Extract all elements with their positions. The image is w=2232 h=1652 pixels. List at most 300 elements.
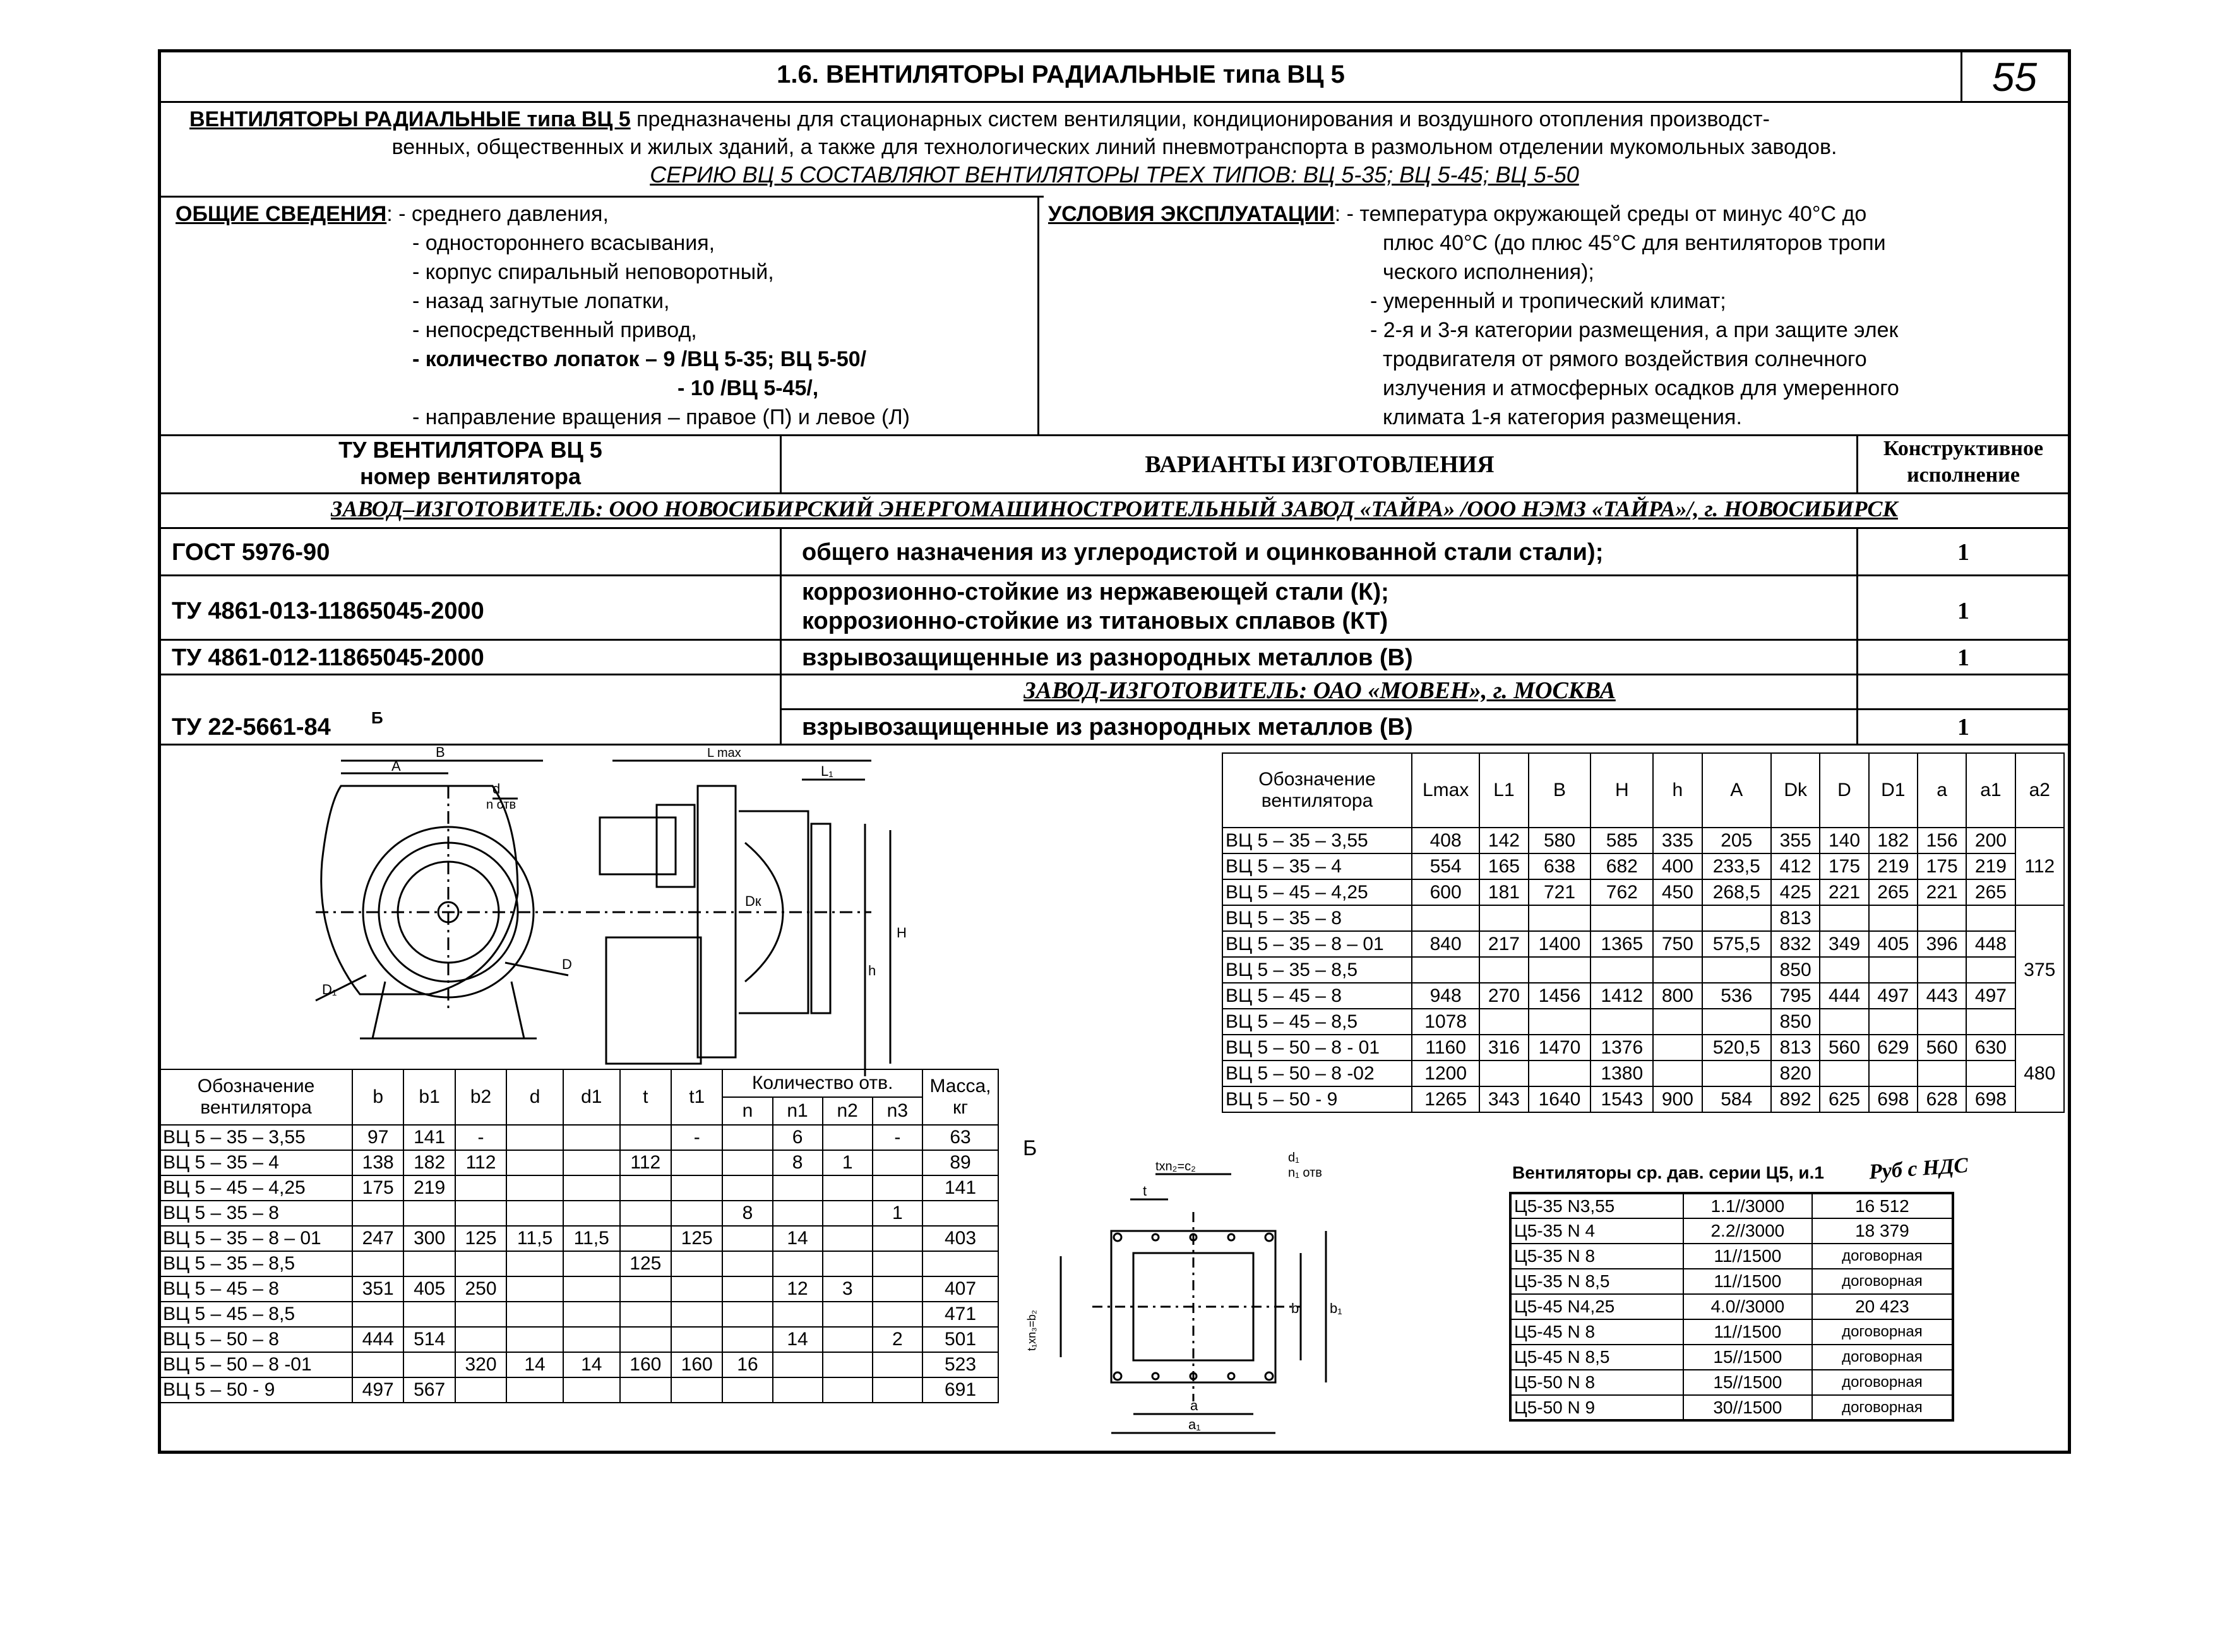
dims-cell: 629 xyxy=(1869,1035,1918,1061)
flange-cell xyxy=(873,1377,922,1403)
flange-cell-name: ВЦ 5 – 50 – 8 xyxy=(160,1327,352,1352)
dims-cell: 948 xyxy=(1412,983,1479,1009)
conditions-line-6: излучения и атмосферных осадков для умеренного xyxy=(1383,376,1899,400)
variant-row-0-exec: 1 xyxy=(1957,539,1969,566)
price-row xyxy=(1510,1244,1953,1269)
dim-label-d: d xyxy=(492,781,501,797)
flange-cell-name: ВЦ 5 – 45 – 4,25 xyxy=(160,1175,352,1201)
dims-cell: 638 xyxy=(1529,853,1591,879)
flange-cell xyxy=(352,1201,403,1226)
flange-cell xyxy=(823,1251,873,1276)
variant-moven-exec: 1 xyxy=(1957,714,1969,740)
flange-cell xyxy=(563,1175,620,1201)
flange-cell: 160 xyxy=(671,1352,722,1377)
flange-body xyxy=(160,1125,998,1403)
dims-cell: 497 xyxy=(1966,983,2015,1009)
price-model: Ц5-50 N 9 xyxy=(1510,1395,1683,1420)
flange-cell: 403 xyxy=(922,1226,998,1251)
general-heading: ОБЩИЕ СВЕДЕНИЯ xyxy=(176,202,387,226)
dims-cell: 408 xyxy=(1412,828,1479,853)
flange-holes-sub-2: n2 xyxy=(823,1097,873,1125)
flange-cell: 125 xyxy=(671,1226,722,1251)
dims-cell: 316 xyxy=(1479,1035,1528,1061)
flange-cell-name: ВЦ 5 – 35 – 8,5 xyxy=(160,1251,352,1276)
dims-row xyxy=(1222,879,2064,905)
flange-cell xyxy=(823,1201,873,1226)
flange-cell xyxy=(823,1125,873,1150)
flange-cell: 138 xyxy=(352,1150,403,1175)
price-value: 20 423 xyxy=(1812,1294,1953,1319)
flange-row xyxy=(160,1226,998,1251)
dims-cell-a2: 375 xyxy=(2015,905,2064,1035)
flange-cell xyxy=(455,1251,506,1276)
view-b-title: Б xyxy=(1023,1136,1037,1160)
dim-label-B: В xyxy=(436,744,445,760)
dims-row xyxy=(1222,1035,2064,1061)
dims-cell xyxy=(1653,957,1702,983)
view-b-a1: а₁ xyxy=(1188,1417,1201,1432)
flange-cell-name: ВЦ 5 – 35 – 3,55 xyxy=(160,1125,352,1150)
flange-holes-sub-0: n xyxy=(722,1097,772,1125)
flange-cell xyxy=(823,1302,873,1327)
price-model: Ц5-45 N 8 xyxy=(1510,1319,1683,1345)
dims-cell: 1412 xyxy=(1590,983,1653,1009)
price-row xyxy=(1510,1294,1953,1319)
flange-cell: 125 xyxy=(455,1226,506,1251)
dims-cell: 584 xyxy=(1702,1086,1772,1112)
dims-cell-name: ВЦ 5 – 45 – 8,5 xyxy=(1222,1009,1412,1035)
flange-cell-name: ВЦ 5 – 45 – 8 xyxy=(160,1276,352,1302)
dims-cell xyxy=(1966,957,2015,983)
flange-cell xyxy=(563,1276,620,1302)
flange-cell xyxy=(823,1352,873,1377)
flange-cell xyxy=(455,1175,506,1201)
dims-cell: 165 xyxy=(1479,853,1528,879)
flange-cell-name: ВЦ 5 – 35 – 4 xyxy=(160,1150,352,1175)
flange-cell: 8 xyxy=(773,1150,823,1175)
dims-cell xyxy=(1702,1061,1772,1086)
flange-cell xyxy=(671,1201,722,1226)
view-b-d1: d₁ xyxy=(1288,1151,1299,1165)
flange-cell xyxy=(922,1251,998,1276)
dim-label-H: Н xyxy=(897,925,907,941)
flange-header-3: d xyxy=(506,1069,563,1125)
price-model: Ц5-35 N 8,5 xyxy=(1510,1269,1683,1294)
dims-cell xyxy=(1966,1061,2015,1086)
dims-cell xyxy=(1529,1061,1591,1086)
dims-cell: 1365 xyxy=(1590,931,1653,957)
dims-cell xyxy=(1412,957,1479,983)
dims-cell: 536 xyxy=(1702,983,1772,1009)
dims-cell: 850 xyxy=(1771,1009,1820,1035)
flange-cell xyxy=(403,1251,455,1276)
dims-cell: 840 xyxy=(1412,931,1479,957)
dims-cell-a2: 112 xyxy=(2015,828,2064,905)
price-stamp: Руб с НДС xyxy=(1868,1153,1969,1184)
general-line-3: - назад загнутые лопатки, xyxy=(412,289,670,313)
dims-cell xyxy=(1529,957,1591,983)
conditions-line-2: ческого исполнения); xyxy=(1383,260,1594,284)
price-model: Ц5-35 N 8 xyxy=(1510,1244,1683,1269)
price-body xyxy=(1510,1193,1953,1420)
variant-row-1-desc2: коррозионно-стойкие из титановых сплавов (КТ) xyxy=(802,608,1388,634)
general-line-5: - количество лопаток – 9 /ВЦ 5-35; ВЦ 5-50/ xyxy=(412,347,867,371)
dims-row xyxy=(1222,983,2064,1009)
dims-cell xyxy=(1918,957,1966,983)
flange-cell: 112 xyxy=(455,1150,506,1175)
variant-row-2-tu: ТУ 4861-012-11865045-2000 xyxy=(172,645,484,671)
flange-cell xyxy=(620,1302,671,1327)
flange-cell: - xyxy=(671,1125,722,1150)
dims-row xyxy=(1222,905,2064,931)
dims-cell: 219 xyxy=(1869,853,1918,879)
flange-cell xyxy=(563,1251,620,1276)
flange-cell: 14 xyxy=(506,1352,563,1377)
flange-cell xyxy=(823,1327,873,1352)
series-line: СЕРИЮ ВЦ 5 СОСТАВЛЯЮТ ВЕНТИЛЯТОРЫ ТРЕХ ТИПОВ: ВЦ 5-35; ВЦ 5-45; ВЦ 5-50 xyxy=(650,162,1579,187)
page-title: 1.6. ВЕНТИЛЯТОРЫ РАДИАЛЬНЫЕ типа ВЦ 5 xyxy=(777,61,1345,88)
dims-cell: 425 xyxy=(1771,879,1820,905)
dims-cell xyxy=(1653,1061,1702,1086)
plant1-top-line xyxy=(160,492,2069,494)
price-model: Ц5-45 N4,25 xyxy=(1510,1294,1683,1319)
price-value: 18 379 xyxy=(1812,1218,1953,1244)
dim-label-D: D xyxy=(562,956,572,972)
variant-row-1-line xyxy=(160,639,2069,641)
flange-cell xyxy=(620,1125,671,1150)
dims-cell xyxy=(1479,1009,1528,1035)
dims-cell xyxy=(1702,1009,1772,1035)
dims-row xyxy=(1222,1009,2064,1035)
view-b-n1-otv: n₁ отв xyxy=(1288,1166,1322,1180)
variants-col3-line2: исполнение xyxy=(1907,463,2020,487)
flange-cell: 1 xyxy=(873,1201,922,1226)
view-b-a: а xyxy=(1190,1398,1198,1413)
dims-cell: 1470 xyxy=(1529,1035,1591,1061)
flange-cell-name: ВЦ 5 – 45 – 8,5 xyxy=(160,1302,352,1327)
flange-cell: 444 xyxy=(352,1327,403,1352)
flange-cell xyxy=(455,1377,506,1403)
flange-cell xyxy=(823,1175,873,1201)
dims-cell: 560 xyxy=(1820,1035,1868,1061)
dims-cell: 575,5 xyxy=(1702,931,1772,957)
dims-cell: 182 xyxy=(1869,828,1918,853)
variant-moven-tu: ТУ 22-5661-84 xyxy=(172,714,331,740)
price-model: Ц5-35 N3,55 xyxy=(1510,1193,1683,1218)
dims-table xyxy=(1222,752,2065,1113)
variants-col1-line1: ТУ ВЕНТИЛЯТОРА ВЦ 5 xyxy=(338,437,602,463)
flange-cell: 175 xyxy=(352,1175,403,1201)
dims-cell: 628 xyxy=(1918,1086,1966,1112)
dims-cell-name: ВЦ 5 – 45 – 8 xyxy=(1222,983,1412,1009)
variants-col2-header: ВАРИАНТЫ ИЗГОТОВЛЕНИЯ xyxy=(1145,451,1495,478)
dims-cell: 405 xyxy=(1869,931,1918,957)
flange-cell xyxy=(671,1175,722,1201)
dims-cell: 1400 xyxy=(1529,931,1591,957)
price-power: 1.1//3000 xyxy=(1683,1193,1812,1218)
flange-cell xyxy=(671,1276,722,1302)
dims-cell xyxy=(1869,1061,1918,1086)
dims-cell xyxy=(1966,905,2015,931)
dims-cell xyxy=(1529,905,1591,931)
dims-cell: 219 xyxy=(1966,853,2015,879)
price-title: Вентиляторы ср. дав. серии Ц5, и.1 xyxy=(1512,1163,1824,1182)
flange-cell: - xyxy=(455,1125,506,1150)
flange-cell: 11,5 xyxy=(506,1226,563,1251)
dims-cell: 900 xyxy=(1653,1086,1702,1112)
view-b-txn2: txn₂=с₂ xyxy=(1155,1160,1196,1174)
dims-cell: 1456 xyxy=(1529,983,1591,1009)
variant-moven-desc: взрывозащищенные из разнородных металлов (В) xyxy=(802,714,1413,740)
dims-cell: 181 xyxy=(1479,879,1528,905)
flange-cell xyxy=(563,1302,620,1327)
price-power: 11//1500 xyxy=(1683,1269,1812,1294)
price-power: 15//1500 xyxy=(1683,1345,1812,1370)
flange-cell: 112 xyxy=(620,1150,671,1175)
dims-row xyxy=(1222,1086,2064,1112)
dim-label-h: h xyxy=(868,963,876,978)
dims-cell: 795 xyxy=(1771,983,1820,1009)
flange-cell: 691 xyxy=(922,1377,998,1403)
flange-row xyxy=(160,1251,998,1276)
plant1-bottom-line xyxy=(160,527,2069,529)
flange-row xyxy=(160,1175,998,1201)
flange-cell xyxy=(722,1226,772,1251)
view-b-b1: b₁ xyxy=(1330,1300,1342,1316)
dims-cell: 396 xyxy=(1918,931,1966,957)
dims-cell: 335 xyxy=(1653,828,1702,853)
flange-cell: 250 xyxy=(455,1276,506,1302)
dims-cell-name: ВЦ 5 – 35 – 3,55 xyxy=(1222,828,1412,853)
variant-row-1-tu: ТУ 4861-013-11865045-2000 xyxy=(172,598,484,624)
flange-cell xyxy=(773,1352,823,1377)
dims-cell xyxy=(1918,905,1966,931)
flange-cell xyxy=(773,1302,823,1327)
general-line-6: - 10 /ВЦ 5-45/, xyxy=(677,376,819,400)
flange-cell xyxy=(922,1201,998,1226)
dims-cell: 221 xyxy=(1918,879,1966,905)
flange-cell xyxy=(823,1226,873,1251)
flange-cell xyxy=(352,1302,403,1327)
dims-cell: 443 xyxy=(1918,983,1966,1009)
flange-row xyxy=(160,1201,998,1226)
price-power: 4.0//3000 xyxy=(1683,1294,1812,1319)
flange-cell: 405 xyxy=(403,1276,455,1302)
dims-cell-name: ВЦ 5 – 35 – 8 xyxy=(1222,905,1412,931)
flange-cell: 97 xyxy=(352,1125,403,1150)
dims-cell: 1160 xyxy=(1412,1035,1479,1061)
flange-cell xyxy=(722,1377,772,1403)
dims-header-2: B xyxy=(1529,753,1591,828)
dims-cell-name: ВЦ 5 – 50 – 8 -02 xyxy=(1222,1061,1412,1086)
general-line-7: - направление вращения – правое (П) и левое (Л) xyxy=(412,405,910,429)
dims-cell xyxy=(1918,1061,1966,1086)
flange-cell: 501 xyxy=(922,1327,998,1352)
flange-cell xyxy=(722,1125,772,1150)
flange-row xyxy=(160,1276,998,1302)
conditions-heading: УСЛОВИЯ ЭКСПЛУАТАЦИИ xyxy=(1048,202,1335,226)
flange-holes-header: Количество отв. xyxy=(722,1069,922,1097)
conditions-line-7: климата 1-я категория размещения. xyxy=(1383,405,1742,429)
price-model: Ц5-35 N 4 xyxy=(1510,1218,1683,1244)
dims-cell xyxy=(1653,1035,1702,1061)
plant2-bottom-line xyxy=(780,708,2069,710)
price-row xyxy=(1510,1370,1953,1395)
general-divider xyxy=(160,196,1044,198)
flange-cell xyxy=(671,1150,722,1175)
dims-header-0: Lmax xyxy=(1412,753,1479,828)
flange-cell: 8 xyxy=(722,1201,772,1226)
dims-cell-a2: 480 xyxy=(2015,1035,2064,1112)
flange-cell: 2 xyxy=(873,1327,922,1352)
b-view-marker: Б xyxy=(371,708,383,727)
dims-cell xyxy=(1702,905,1772,931)
conditions-line-0: : - температура окружающей среды от минус 40°С до xyxy=(1334,202,1867,226)
flange-cell: 182 xyxy=(403,1150,455,1175)
flange-cell xyxy=(352,1352,403,1377)
dims-row xyxy=(1222,828,2064,853)
flange-header-2: b2 xyxy=(455,1069,506,1125)
dims-header-8: D1 xyxy=(1869,753,1918,828)
flange-cell xyxy=(506,1302,563,1327)
header-divider xyxy=(160,101,2069,103)
variants-v1 xyxy=(780,436,782,492)
intro-line2: венных, общественных и жилых зданий, а также для технологических линий пневмотранспорта в размольном отделении мукомольных заводов. xyxy=(391,135,1837,159)
flange-cell xyxy=(722,1302,772,1327)
flange-cell xyxy=(823,1377,873,1403)
flange-cell xyxy=(563,1201,620,1226)
dims-cell: 630 xyxy=(1966,1035,2015,1061)
flange-cell: 12 xyxy=(773,1276,823,1302)
dims-cell xyxy=(1529,1009,1591,1035)
dims-cell-name: ВЦ 5 – 50 – 8 - 01 xyxy=(1222,1035,1412,1061)
flange-cell-name: ВЦ 5 – 50 – 8 -01 xyxy=(160,1352,352,1377)
dims-cell: 682 xyxy=(1590,853,1653,879)
flange-cell xyxy=(620,1327,671,1352)
flange-cell xyxy=(873,1276,922,1302)
dims-cell: 1640 xyxy=(1529,1086,1591,1112)
flange-cell xyxy=(563,1125,620,1150)
dims-cell: 200 xyxy=(1966,828,2015,853)
flange-cell xyxy=(506,1327,563,1352)
flange-row xyxy=(160,1150,998,1175)
price-model: Ц5-50 N 8 xyxy=(1510,1370,1683,1395)
price-value: договорная xyxy=(1812,1345,1953,1370)
dims-cell: 850 xyxy=(1771,957,1820,983)
dims-cell: 448 xyxy=(1966,931,2015,957)
dims-row xyxy=(1222,1061,2064,1086)
flange-cell xyxy=(455,1327,506,1352)
flange-cell xyxy=(455,1302,506,1327)
flange-cell xyxy=(722,1251,772,1276)
conditions-line-3: - умеренный и тропический климат; xyxy=(1370,289,1726,313)
general-line-1: - одностороннего всасывания, xyxy=(412,231,715,255)
flange-cell: 247 xyxy=(352,1226,403,1251)
flange-cell xyxy=(563,1150,620,1175)
general-block xyxy=(176,199,1034,432)
price-value: договорная xyxy=(1812,1319,1953,1345)
dims-cell: 1078 xyxy=(1412,1009,1479,1035)
dims-body xyxy=(1222,828,2064,1112)
dims-header-1: L1 xyxy=(1479,753,1528,828)
price-value: 16 512 xyxy=(1812,1193,1953,1218)
flange-cell: 1 xyxy=(823,1150,873,1175)
flange-cell xyxy=(506,1150,563,1175)
variants-v2b xyxy=(1856,527,1858,745)
variants-col1-header xyxy=(161,437,780,490)
page-number: 55 xyxy=(1991,54,2038,100)
dims-cell: 221 xyxy=(1820,879,1868,905)
dim-label-A: А xyxy=(391,758,401,774)
dims-cell xyxy=(1869,905,1918,931)
dims-cell: 832 xyxy=(1771,931,1820,957)
flange-row xyxy=(160,1352,998,1377)
flange-cell: 407 xyxy=(922,1276,998,1302)
dims-cell: 142 xyxy=(1479,828,1528,853)
flange-cell: 14 xyxy=(563,1352,620,1377)
flange-cell: 141 xyxy=(403,1125,455,1150)
flange-cell xyxy=(773,1251,823,1276)
flange-cell: - xyxy=(873,1125,922,1150)
dim-label-n-otv: n отв xyxy=(486,798,516,812)
dims-cell-name: ВЦ 5 – 50 - 9 xyxy=(1222,1086,1412,1112)
general-line-4: - непосредственный привод, xyxy=(412,318,697,342)
plant1-line: ЗАВОД–ИЗГОТОВИТЕЛЬ: ООО НОВОСИБИРСКИЙ ЭНЕРГОМАШИНОСТРОИТЕЛЬНЫЙ ЗАВОД «ТАЙРА» /ООО НЭМЗ «ТАЙРА»/, г. НОВОСИБИРСК xyxy=(331,496,1898,521)
dims-cell xyxy=(1820,905,1868,931)
flange-cell xyxy=(506,1377,563,1403)
view-b-t: t xyxy=(1143,1183,1147,1199)
variants-col1-line2: номер вентилятора xyxy=(359,463,582,489)
price-model: Ц5-45 N 8,5 xyxy=(1510,1345,1683,1370)
dims-header-name: Обозначение вентилятора xyxy=(1222,753,1412,828)
price-value: договорная xyxy=(1812,1395,1953,1420)
flange-cell xyxy=(620,1175,671,1201)
dims-cell: 156 xyxy=(1918,828,1966,853)
flange-cell: 160 xyxy=(620,1352,671,1377)
dims-cell: 349 xyxy=(1820,931,1868,957)
fan-drawing xyxy=(303,744,907,1076)
dims-cell: 270 xyxy=(1479,983,1528,1009)
flange-cell xyxy=(620,1276,671,1302)
flange-cell-name: ВЦ 5 – 35 – 8 xyxy=(160,1201,352,1226)
dims-cell xyxy=(1966,1009,2015,1035)
dims-cell xyxy=(1820,1061,1868,1086)
dims-cell xyxy=(1590,1009,1653,1035)
price-table xyxy=(1509,1192,1954,1422)
flange-cell-name: ВЦ 5 – 35 – 8 – 01 xyxy=(160,1226,352,1251)
flange-header-6: t1 xyxy=(671,1069,722,1125)
flange-cell xyxy=(773,1377,823,1403)
dims-cell: 400 xyxy=(1653,853,1702,879)
flange-cell: 11,5 xyxy=(563,1226,620,1251)
price-row xyxy=(1510,1269,1953,1294)
flange-cell xyxy=(352,1251,403,1276)
moven-bottom-line xyxy=(160,744,2069,746)
variants-top-line xyxy=(160,434,2069,436)
variant-row-0-desc: общего назначения из углеродистой и оцинкованной стали стали); xyxy=(802,539,1604,566)
price-value: договорная xyxy=(1812,1244,1953,1269)
variant-row-2-line xyxy=(160,674,2069,675)
dims-header-11: a2 xyxy=(2015,753,2064,828)
flange-header-4: d1 xyxy=(563,1069,620,1125)
dims-header-4: h xyxy=(1653,753,1702,828)
dims-cell: 625 xyxy=(1820,1086,1868,1112)
flange-cell xyxy=(506,1251,563,1276)
dims-row xyxy=(1222,853,2064,879)
dims-cell: 750 xyxy=(1653,931,1702,957)
general-line-2: - корпус спиральный неповоротный, xyxy=(412,260,774,284)
dims-cell xyxy=(1702,957,1772,983)
